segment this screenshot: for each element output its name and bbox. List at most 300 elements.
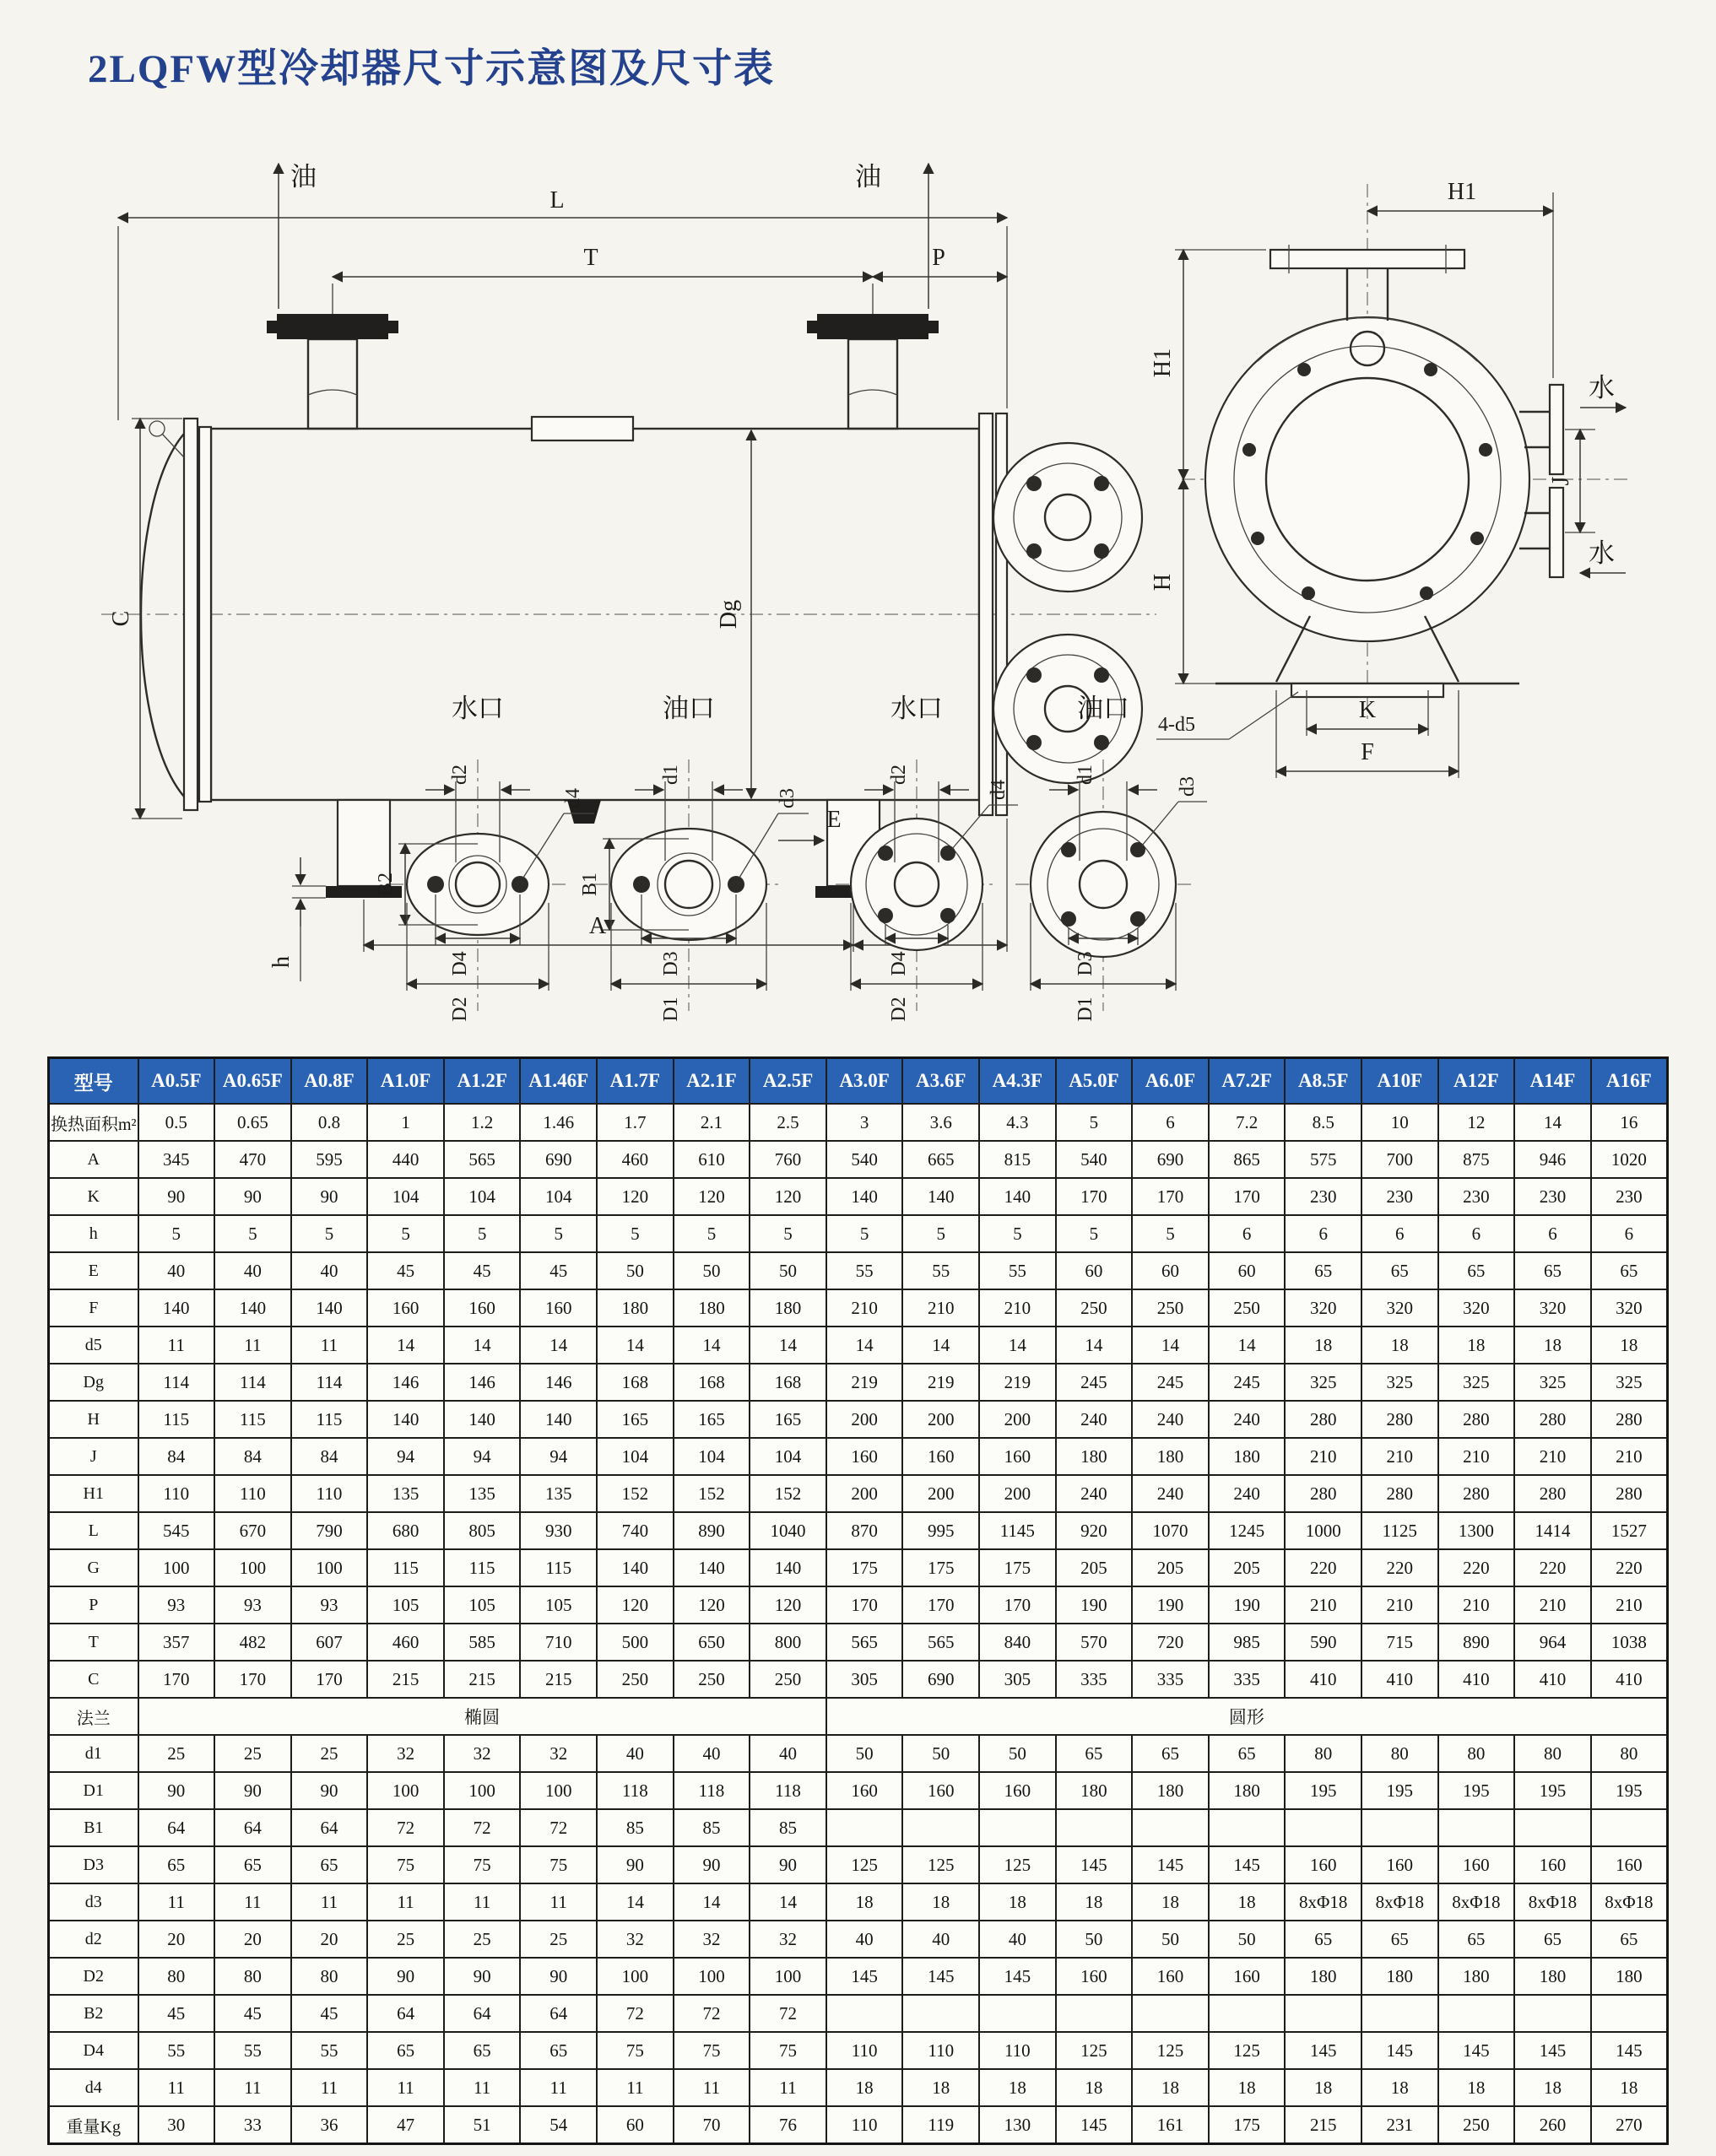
table-row — [49, 1289, 1668, 1327]
value-cell — [1285, 1809, 1361, 1846]
value-cell: 72 — [674, 1995, 750, 2032]
value-cell: 45 — [214, 1995, 291, 2032]
name-plate — [532, 417, 633, 440]
value-cell: 16 — [1591, 1104, 1668, 1141]
value-cell: 240 — [1132, 1401, 1209, 1438]
value-cell — [1056, 1995, 1133, 2032]
value-cell: 100 — [674, 1958, 750, 1995]
value-cell: 25 — [520, 1921, 597, 1958]
dim-span-label: D3 — [1075, 951, 1096, 976]
value-cell: 70 — [674, 2106, 750, 2144]
row-label: 法兰 — [49, 1698, 138, 1735]
value-cell: 90 — [597, 1846, 674, 1883]
table-row — [49, 1846, 1668, 1883]
value-cell: 20 — [214, 1921, 291, 1958]
value-cell: 6 — [1514, 1215, 1591, 1252]
value-cell: 170 — [1132, 1178, 1209, 1215]
port-title: 油口 — [1077, 694, 1129, 723]
value-cell: 14 — [674, 1327, 750, 1364]
value-cell: 20 — [291, 1921, 368, 1958]
value-cell: 168 — [750, 1364, 826, 1401]
table-row — [49, 1958, 1668, 1995]
value-cell: 220 — [1514, 1549, 1591, 1586]
dimension-table-section — [47, 1056, 1669, 2145]
value-cell: 18 — [1132, 2069, 1209, 2106]
value-cell: 160 — [1438, 1846, 1515, 1883]
dim-bolt-label: d3 — [1177, 776, 1199, 797]
value-cell: 5 — [1056, 1215, 1133, 1252]
row-label: D4 — [49, 2032, 138, 2069]
value-cell: 320 — [1438, 1289, 1515, 1327]
value-cell: 25 — [291, 1735, 368, 1772]
value-cell: 205 — [1132, 1549, 1209, 1586]
value-cell: 1125 — [1361, 1512, 1438, 1549]
value-cell: 320 — [1361, 1289, 1438, 1327]
value-cell: 14 — [902, 1327, 979, 1364]
value-cell: 18 — [979, 1883, 1056, 1921]
value-cell: 85 — [674, 1809, 750, 1846]
value-cell: 40 — [826, 1921, 903, 1958]
value-cell: 610 — [674, 1141, 750, 1178]
value-cell: 180 — [1591, 1958, 1668, 1995]
value-cell: 890 — [674, 1512, 750, 1549]
value-cell: 145 — [902, 1958, 979, 1995]
value-cell: 18 — [1209, 1883, 1286, 1921]
value-cell: 135 — [444, 1475, 521, 1512]
value-cell: 320 — [1514, 1289, 1591, 1327]
value-cell: 80 — [291, 1958, 368, 1995]
value-cell: 114 — [214, 1364, 291, 1401]
value-cell: 14 — [597, 1327, 674, 1364]
value-cell: 45 — [367, 1252, 444, 1289]
value-cell: 85 — [597, 1809, 674, 1846]
value-cell: 215 — [367, 1661, 444, 1698]
value-cell: 104 — [597, 1438, 674, 1475]
value-cell: 118 — [674, 1772, 750, 1809]
model-header: A10F — [1361, 1058, 1438, 1105]
dim-inner-label: d1 — [1075, 765, 1096, 785]
value-cell: 5 — [902, 1215, 979, 1252]
model-header: A1.46F — [520, 1058, 597, 1105]
table-row — [49, 1883, 1668, 1921]
value-cell: 8xΦ18 — [1591, 1883, 1668, 1921]
value-cell: 160 — [1132, 1958, 1209, 1995]
oil-label-left: 油 — [290, 162, 317, 192]
value-cell: 946 — [1514, 1141, 1591, 1178]
value-cell: 18 — [826, 2069, 903, 2106]
value-cell: 160 — [979, 1438, 1056, 1475]
value-cell: 210 — [1438, 1586, 1515, 1624]
table-row — [49, 1624, 1668, 1661]
value-cell: 85 — [750, 1809, 826, 1846]
cooler-dimension-diagram — [84, 133, 1629, 1032]
value-cell: 14 — [367, 1327, 444, 1364]
value-cell: 345 — [138, 1141, 215, 1178]
value-cell — [1209, 1995, 1286, 2032]
value-cell: 84 — [138, 1438, 215, 1475]
value-cell: 205 — [1056, 1549, 1133, 1586]
dim-K-label: K — [1358, 697, 1377, 723]
row-label: d1 — [49, 1735, 138, 1772]
value-cell — [826, 1995, 903, 2032]
value-cell: 210 — [1285, 1586, 1361, 1624]
value-cell: 110 — [902, 2032, 979, 2069]
row-label: K — [49, 1178, 138, 1215]
value-cell: 8xΦ18 — [1438, 1883, 1515, 1921]
value-cell: 570 — [1056, 1624, 1133, 1661]
value-cell: 280 — [1438, 1475, 1515, 1512]
row-label: L — [49, 1512, 138, 1549]
value-cell: 11 — [214, 2069, 291, 2106]
value-cell: 140 — [291, 1289, 368, 1327]
value-cell: 50 — [979, 1735, 1056, 1772]
table-row — [49, 1475, 1668, 1512]
value-cell: 64 — [291, 1809, 368, 1846]
value-cell: 240 — [1056, 1475, 1133, 1512]
value-cell — [1514, 1995, 1591, 2032]
value-cell: 75 — [674, 2032, 750, 2069]
value-cell: 230 — [1514, 1178, 1591, 1215]
dim-inner-label: d2 — [888, 765, 910, 785]
value-cell: 161 — [1132, 2106, 1209, 2144]
value-cell: 115 — [214, 1401, 291, 1438]
value-cell: 160 — [902, 1772, 979, 1809]
value-cell: 145 — [1591, 2032, 1668, 2069]
value-cell: 14 — [750, 1327, 826, 1364]
value-cell: 32 — [597, 1921, 674, 1958]
value-cell: 11 — [520, 1883, 597, 1921]
model-header: A1.7F — [597, 1058, 674, 1105]
value-cell — [979, 1995, 1056, 2032]
value-cell: 168 — [674, 1364, 750, 1401]
dim-side-label: B1 — [579, 872, 601, 897]
value-cell: 335 — [1056, 1661, 1133, 1698]
value-cell: 180 — [1514, 1958, 1591, 1995]
value-cell: 65 — [1209, 1735, 1286, 1772]
value-cell: 65 — [1361, 1921, 1438, 1958]
value-cell: 325 — [1591, 1364, 1668, 1401]
value-cell: 160 — [902, 1438, 979, 1475]
value-cell: 565 — [902, 1624, 979, 1661]
value-cell: 590 — [1285, 1624, 1361, 1661]
value-cell: 93 — [138, 1586, 215, 1624]
value-cell: 325 — [1361, 1364, 1438, 1401]
value-cell: 18 — [1438, 2069, 1515, 2106]
value-cell: 40 — [902, 1921, 979, 1958]
value-cell: 100 — [750, 1958, 826, 1995]
value-cell — [902, 1809, 979, 1846]
value-cell: 10 — [1361, 1104, 1438, 1141]
value-cell — [1056, 1809, 1133, 1846]
value-cell: 1245 — [1209, 1512, 1286, 1549]
value-cell: 145 — [1361, 2032, 1438, 2069]
value-cell: 220 — [1285, 1549, 1361, 1586]
value-cell: 231 — [1361, 2106, 1438, 2144]
value-cell: 40 — [138, 1252, 215, 1289]
value-cell: 125 — [902, 1846, 979, 1883]
value-cell: 680 — [367, 1512, 444, 1549]
value-cell: 60 — [597, 2106, 674, 2144]
value-cell: 410 — [1438, 1661, 1515, 1698]
value-cell: 90 — [520, 1958, 597, 1995]
value-cell: 280 — [1285, 1475, 1361, 1512]
value-cell: 64 — [444, 1995, 521, 2032]
table-row — [49, 1178, 1668, 1215]
value-cell: 140 — [826, 1178, 903, 1215]
value-cell: 540 — [826, 1141, 903, 1178]
value-cell: 110 — [214, 1475, 291, 1512]
value-cell: 25 — [444, 1921, 521, 1958]
dim-outer-label: D2 — [449, 997, 471, 1022]
value-cell: 190 — [1209, 1586, 1286, 1624]
value-cell: 175 — [1209, 2106, 1286, 2144]
value-cell: 210 — [1514, 1586, 1591, 1624]
value-cell: 60 — [1056, 1252, 1133, 1289]
value-cell: 180 — [1056, 1772, 1133, 1809]
value-cell: 105 — [444, 1586, 521, 1624]
value-cell: 250 — [1056, 1289, 1133, 1327]
value-cell: 110 — [979, 2032, 1056, 2069]
row-label: D3 — [49, 1846, 138, 1883]
value-cell: 170 — [1209, 1178, 1286, 1215]
value-cell: 54 — [520, 2106, 597, 2144]
value-cell: 2.5 — [750, 1104, 826, 1141]
value-cell: 595 — [291, 1141, 368, 1178]
value-cell: 65 — [1132, 1735, 1209, 1772]
value-cell — [1361, 1995, 1438, 2032]
oil-label-right: 油 — [855, 162, 881, 192]
value-cell: 47 — [367, 2106, 444, 2144]
value-cell: 715 — [1361, 1624, 1438, 1661]
value-cell: 100 — [138, 1549, 215, 1586]
row-label: h — [49, 1215, 138, 1252]
value-cell: 100 — [214, 1549, 291, 1586]
value-cell: 125 — [1056, 2032, 1133, 2069]
value-cell — [902, 1995, 979, 2032]
value-cell: 220 — [1438, 1549, 1515, 1586]
value-cell: 152 — [674, 1475, 750, 1512]
model-column-header: 型号 — [49, 1058, 138, 1105]
value-cell — [1285, 1995, 1361, 2032]
value-cell: 18 — [1285, 1327, 1361, 1364]
value-cell: 210 — [1361, 1586, 1438, 1624]
value-cell: 145 — [1056, 1846, 1133, 1883]
dim-J-label: J — [1548, 476, 1574, 486]
value-cell: 210 — [826, 1289, 903, 1327]
value-cell: 8xΦ18 — [1361, 1883, 1438, 1921]
value-cell: 195 — [1438, 1772, 1515, 1809]
row-label: d2 — [49, 1921, 138, 1958]
value-cell: 8xΦ18 — [1285, 1883, 1361, 1921]
value-cell: 11 — [291, 2069, 368, 2106]
value-cell: 670 — [214, 1512, 291, 1549]
value-cell: 152 — [597, 1475, 674, 1512]
value-cell: 650 — [674, 1624, 750, 1661]
value-cell: 14 — [826, 1327, 903, 1364]
value-cell: 11 — [291, 1883, 368, 1921]
value-cell: 3.6 — [902, 1104, 979, 1141]
side-view-water-flange-top — [993, 443, 1142, 592]
value-cell: 250 — [1209, 1289, 1286, 1327]
value-cell: 220 — [1591, 1549, 1668, 1586]
value-cell: 325 — [1514, 1364, 1591, 1401]
value-cell: 985 — [1209, 1624, 1286, 1661]
value-cell: 135 — [520, 1475, 597, 1512]
value-cell: 55 — [214, 2032, 291, 2069]
value-cell — [1514, 1809, 1591, 1846]
value-cell: 140 — [214, 1289, 291, 1327]
value-cell: 210 — [1285, 1438, 1361, 1475]
value-cell: 280 — [1514, 1401, 1591, 1438]
value-cell: 6 — [1591, 1215, 1668, 1252]
value-cell: 325 — [1438, 1364, 1515, 1401]
value-cell: 815 — [979, 1141, 1056, 1178]
value-cell: 0.8 — [291, 1104, 368, 1141]
row-label: C — [49, 1661, 138, 1698]
table-row — [49, 1401, 1668, 1438]
value-cell — [1209, 1809, 1286, 1846]
value-cell: 140 — [674, 1549, 750, 1586]
value-cell: 11 — [520, 2069, 597, 2106]
value-cell: 55 — [902, 1252, 979, 1289]
value-cell: 40 — [291, 1252, 368, 1289]
value-cell: 920 — [1056, 1512, 1133, 1549]
value-cell: 30 — [138, 2106, 215, 2144]
value-cell: 280 — [1361, 1401, 1438, 1438]
value-cell: 11 — [367, 1883, 444, 1921]
value-cell: 104 — [520, 1178, 597, 1215]
value-cell: 210 — [1514, 1438, 1591, 1475]
value-cell: 93 — [214, 1586, 291, 1624]
value-cell: 80 — [138, 1958, 215, 1995]
value-cell: 565 — [826, 1624, 903, 1661]
value-cell: 410 — [1591, 1661, 1668, 1698]
table-row — [49, 1252, 1668, 1289]
value-cell: 40 — [597, 1735, 674, 1772]
value-cell: 215 — [444, 1661, 521, 1698]
value-cell: 6 — [1285, 1215, 1361, 1252]
dim-H-left-label: H — [1150, 573, 1176, 592]
table-row — [49, 1215, 1668, 1252]
value-cell: 125 — [979, 1846, 1056, 1883]
value-cell: 80 — [1438, 1735, 1515, 1772]
value-cell: 160 — [1056, 1958, 1133, 1995]
value-cell: 65 — [1285, 1252, 1361, 1289]
value-cell: 200 — [826, 1475, 903, 1512]
value-cell: 120 — [750, 1586, 826, 1624]
value-cell: 90 — [214, 1178, 291, 1215]
value-cell: 40 — [674, 1735, 750, 1772]
value-cell: 84 — [214, 1438, 291, 1475]
value-cell: 11 — [214, 1327, 291, 1364]
value-cell: 168 — [597, 1364, 674, 1401]
value-cell: 152 — [750, 1475, 826, 1512]
value-cell: 50 — [1132, 1921, 1209, 1958]
value-cell: 75 — [597, 2032, 674, 2069]
value-cell: 175 — [826, 1549, 903, 1586]
value-cell: 65 — [1591, 1252, 1668, 1289]
value-cell: 460 — [367, 1624, 444, 1661]
value-cell: 170 — [902, 1586, 979, 1624]
value-cell: 865 — [1209, 1141, 1286, 1178]
value-cell: 72 — [520, 1809, 597, 1846]
value-cell: 90 — [750, 1846, 826, 1883]
value-cell: 64 — [138, 1809, 215, 1846]
value-cell: 280 — [1438, 1401, 1515, 1438]
row-label: 换热面积m² — [49, 1104, 138, 1141]
value-cell: 14 — [1056, 1327, 1133, 1364]
model-header: A1.0F — [367, 1058, 444, 1105]
value-cell: 195 — [1361, 1772, 1438, 1809]
value-cell: 180 — [1056, 1438, 1133, 1475]
value-cell: 12 — [1438, 1104, 1515, 1141]
value-cell: 160 — [520, 1289, 597, 1327]
value-cell: 200 — [979, 1401, 1056, 1438]
value-cell: 140 — [367, 1401, 444, 1438]
value-cell: 540 — [1056, 1141, 1133, 1178]
table-row — [49, 1512, 1668, 1549]
dim-E-label: E — [826, 807, 842, 833]
value-cell: 219 — [902, 1364, 979, 1401]
value-cell: 930 — [520, 1512, 597, 1549]
value-cell: 280 — [1591, 1401, 1668, 1438]
model-header: A2.1F — [674, 1058, 750, 1105]
value-cell: 5 — [138, 1215, 215, 1252]
value-cell: 72 — [367, 1809, 444, 1846]
table-header-row — [49, 1058, 1668, 1105]
value-cell: 50 — [597, 1252, 674, 1289]
value-cell: 1070 — [1132, 1512, 1209, 1549]
value-cell — [1132, 1809, 1209, 1846]
value-cell: 165 — [597, 1401, 674, 1438]
value-cell: 482 — [214, 1624, 291, 1661]
value-cell: 215 — [1285, 2106, 1361, 2144]
value-cell: 240 — [1209, 1475, 1286, 1512]
table-row — [49, 1661, 1668, 1698]
value-cell: 45 — [291, 1995, 368, 2032]
value-cell: 100 — [444, 1772, 521, 1809]
dim-span-label: D4 — [888, 951, 910, 976]
table-row — [49, 1141, 1668, 1178]
value-cell: 1040 — [750, 1512, 826, 1549]
value-cell: 125 — [1132, 2032, 1209, 2069]
value-cell: 180 — [1209, 1772, 1286, 1809]
value-cell: 460 — [597, 1141, 674, 1178]
value-cell: 11 — [214, 1883, 291, 1921]
value-cell: 6 — [1361, 1215, 1438, 1252]
table-row — [49, 2069, 1668, 2106]
value-cell: 160 — [1209, 1958, 1286, 1995]
value-cell: 72 — [444, 1809, 521, 1846]
value-cell: 230 — [1591, 1178, 1668, 1215]
value-cell: 250 — [1438, 2106, 1515, 2144]
value-cell: 104 — [674, 1438, 750, 1475]
table-row — [49, 1438, 1668, 1475]
dim-H1-left-label: H1 — [1150, 348, 1176, 378]
value-cell: 205 — [1209, 1549, 1286, 1586]
value-cell: 964 — [1514, 1624, 1591, 1661]
row-label: d5 — [49, 1327, 138, 1364]
value-cell: 180 — [1132, 1438, 1209, 1475]
value-cell: 195 — [1514, 1772, 1591, 1809]
value-cell: 190 — [1056, 1586, 1133, 1624]
value-cell: 146 — [444, 1364, 521, 1401]
value-cell: 75 — [520, 1846, 597, 1883]
model-header: A0.65F — [214, 1058, 291, 1105]
bolt-callout-label: 4-d5 — [1158, 714, 1195, 736]
value-cell: 190 — [1132, 1586, 1209, 1624]
value-cell: 195 — [1285, 1772, 1361, 1809]
